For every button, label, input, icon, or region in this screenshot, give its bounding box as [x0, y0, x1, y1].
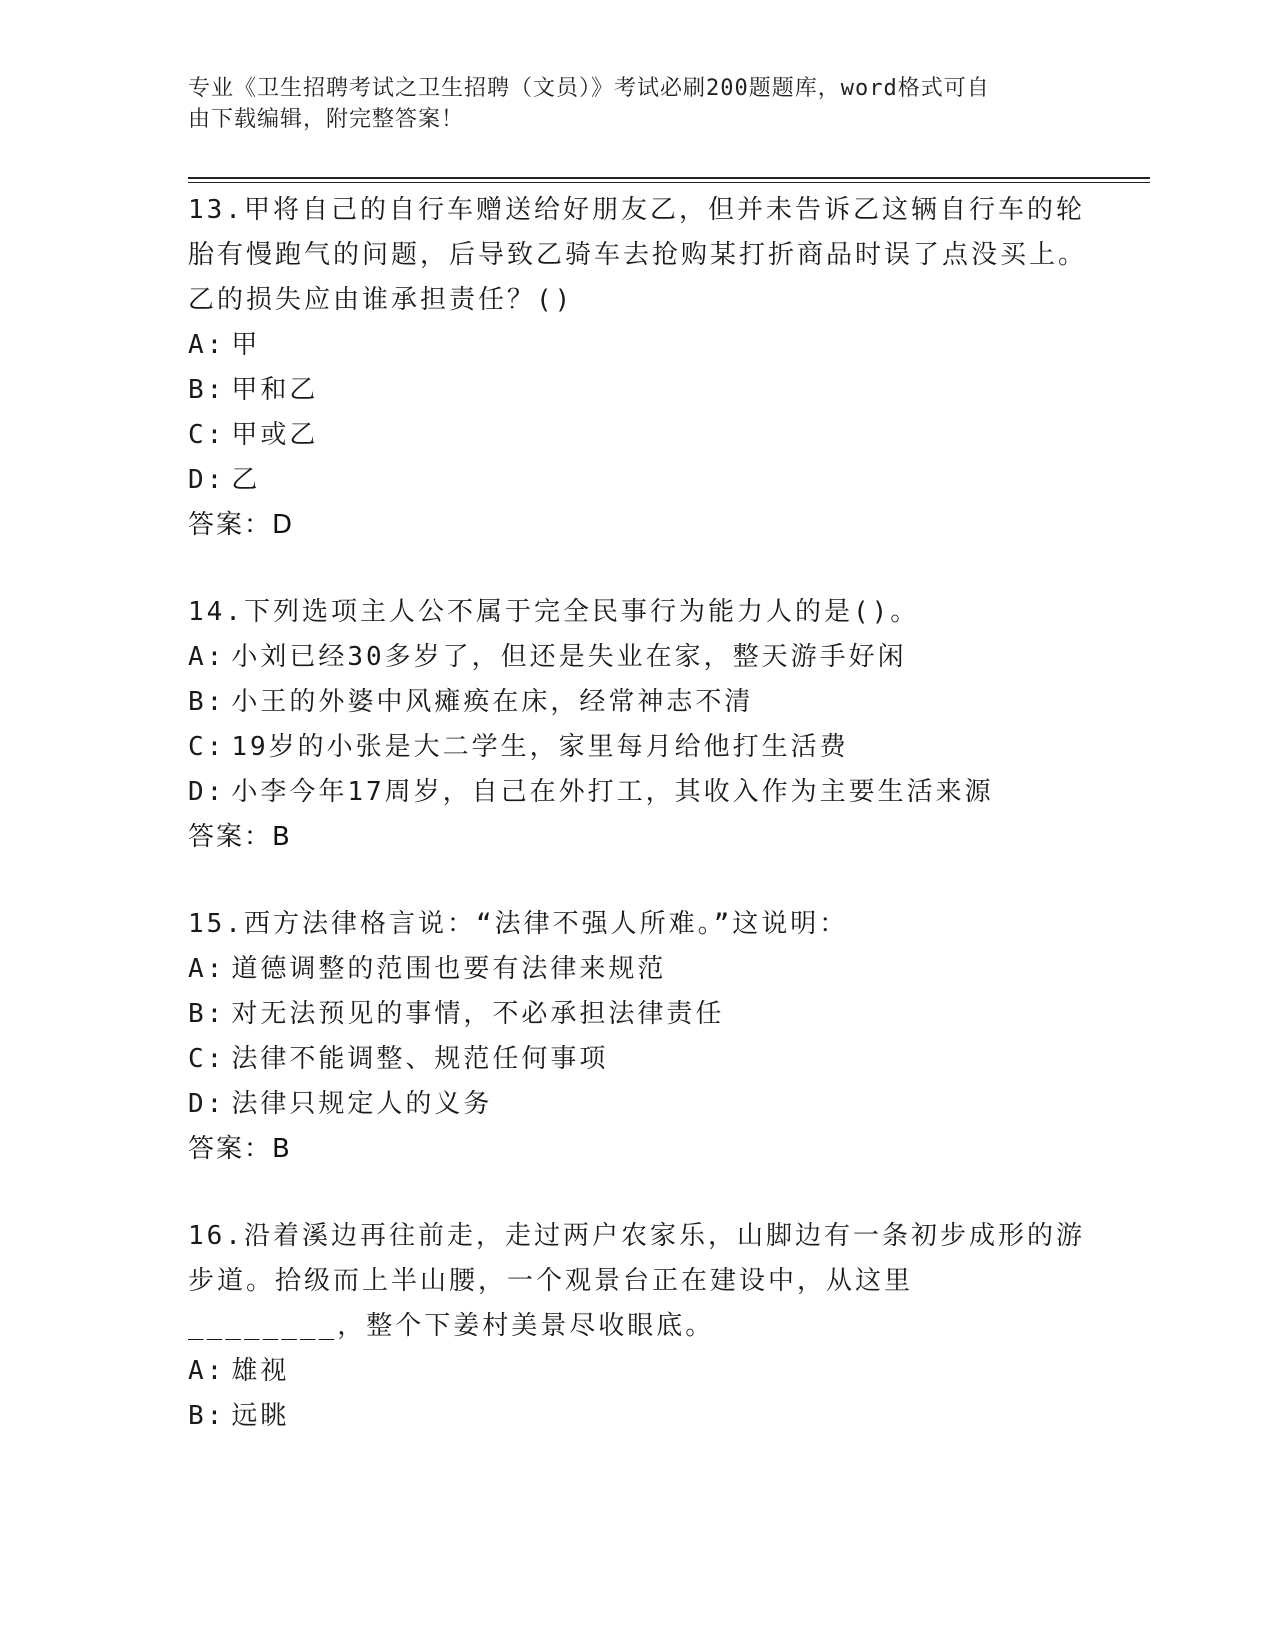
option-text: 甲: [231, 330, 261, 360]
option-letter: A:: [188, 1356, 226, 1386]
question-number: 16.: [188, 1221, 244, 1251]
option-text: 法律只规定人的义务: [231, 1089, 493, 1119]
question-text: 沿着溪边再往前走，走过两户农家乐，山脚边有一条初步成形的游步道。拾级而上半山腰，一个观景台正在建设中，从这里________，整个下姜村美景尽收眼底。: [188, 1221, 1085, 1341]
option-a: [188, 635, 1088, 680]
option-text: 小刘已经30多岁了，但还是失业在家，整天游手好闲: [231, 642, 907, 672]
option-d: [188, 770, 1088, 815]
answer-line: 答案：B: [188, 1134, 292, 1164]
option-text: 雄视: [231, 1356, 290, 1386]
option-text: 法律不能调整、规范任何事项: [231, 1044, 609, 1074]
question-text: 下列选项主人公不属于完全民事行为能力人的是()。: [243, 597, 920, 627]
option-letter: C:: [188, 732, 226, 762]
option-c: [188, 413, 1088, 458]
question-stem: [188, 188, 1088, 323]
option-a: [188, 947, 1088, 992]
document-header: [188, 73, 1068, 135]
question-number: 15.: [188, 909, 244, 939]
question-text: 西方法律格言说：“法律不强人所难。”这说明：: [243, 909, 849, 939]
option-letter: B:: [188, 999, 226, 1029]
option-b: [188, 368, 1088, 413]
option-text: 小李今年17周岁，自己在外打工，其收入作为主要生活来源: [231, 777, 994, 807]
option-letter: A:: [188, 330, 226, 360]
option-b: [188, 680, 1088, 725]
option-a: [188, 1349, 1088, 1394]
option-letter: C:: [188, 1044, 226, 1074]
option-text: 小王的外婆中风瘫痪在床，经常神志不清: [231, 687, 754, 717]
option-text: 甲或乙: [231, 420, 319, 450]
option-letter: B:: [188, 375, 226, 405]
question-16: [188, 1214, 1088, 1439]
question-number: 14.: [188, 597, 244, 627]
option-letter: D:: [188, 465, 226, 495]
option-b: [188, 1394, 1088, 1439]
option-b: [188, 992, 1088, 1037]
question-stem: [188, 1214, 1088, 1349]
option-c: [188, 725, 1088, 770]
option-text: 道德调整的范围也要有法律来规范: [231, 954, 667, 984]
header-divider-thin: [188, 182, 1150, 183]
answer-line: 答案：D: [188, 510, 295, 540]
question-number: 13.: [188, 195, 244, 225]
option-letter: A:: [188, 642, 226, 672]
option-d: [188, 1082, 1088, 1127]
option-letter: D:: [188, 777, 226, 807]
answer-line: 答案：B: [188, 822, 292, 852]
question-stem: [188, 590, 1088, 635]
option-letter: B:: [188, 687, 226, 717]
question-15: [188, 902, 1088, 1172]
question-stem: [188, 902, 1088, 947]
option-c: [188, 1037, 1088, 1082]
option-letter: B:: [188, 1401, 226, 1431]
option-d: [188, 458, 1088, 503]
option-letter: D:: [188, 1089, 226, 1119]
option-text: 甲和乙: [231, 375, 319, 405]
question-13: [188, 188, 1088, 548]
question-14: [188, 590, 1088, 860]
option-text: 19岁的小张是大二学生，家里每月给他打生活费: [231, 732, 849, 762]
option-a: [188, 323, 1088, 368]
option-text: 对无法预见的事情，不必承担法律责任: [231, 999, 725, 1029]
header-divider-thick: [188, 177, 1150, 179]
option-text: 乙: [231, 465, 261, 495]
option-letter: C:: [188, 420, 226, 450]
option-text: 远眺: [231, 1401, 290, 1431]
header-line-2: 由下载编辑，附完整答案！: [188, 107, 465, 132]
question-list: [188, 188, 1088, 1481]
option-letter: A:: [188, 954, 226, 984]
question-text: 甲将自己的自行车赠送给好朋友乙，但并未告诉乙这辆自行车的轮胎有慢跑气的问题，后导致乙骑车去抢购某打折商品时误了点没买上。乙的损失应由谁承担责任？(): [188, 195, 1088, 315]
header-line-1: 专业《卫生招聘考试之卫生招聘（文员）》考试必刷200题题库，word格式可自: [188, 76, 990, 101]
